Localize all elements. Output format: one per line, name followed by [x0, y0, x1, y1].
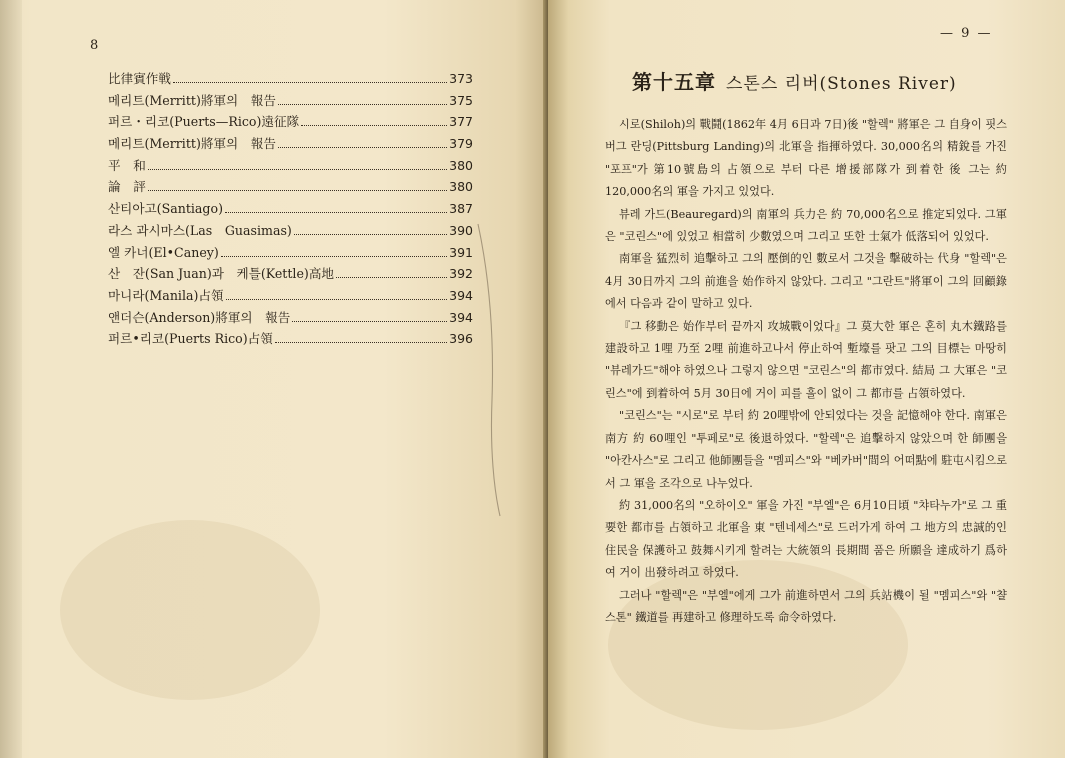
toc-entry-title: 퍼르・리코(Puerts—Rico)遠征隊 — [108, 114, 300, 130]
toc-entry — [108, 328, 473, 350]
body-paragraph: 約 31,000名의 "오하이오" 軍을 가진 "부엘"은 6月10日頃 "챠타누가"로 그 重要한 都市를 占領하고 北軍을 東 "텐네세스"로 드러가게 하여 그 地方의 忠誠的인 住民을 保護하고 鼓舞시키게 할려는 大統領의 長期間 품은 所願을 達成하기 爲하여 거이 出發하려고 하였다. — [605, 498, 1007, 580]
toc-entry-title: 산 잔(San Juan)과 케틀(Kettle)高地 — [108, 266, 335, 282]
toc-entry-page: 380 — [449, 157, 473, 173]
chapter-body — [605, 114, 1007, 629]
toc-entry — [108, 307, 473, 329]
toc-entry-page: 394 — [449, 309, 473, 325]
toc-entry-title: 메리트(Merritt)將軍의 報告 — [108, 92, 276, 108]
toc-entry-title: 라스 과시마스(Las Guasimas) — [108, 222, 292, 238]
page-edge — [0, 0, 22, 758]
body-paragraph: "코린스"는 "시로"로 부터 約 20哩밖에 안되었다는 것을 記憶해야 한다. 南軍은 南方 約 60哩인 "투페로"로 後退하였다. "할렉"은 追擊하지 않았으며 한 師團을 "아칸사스"로 그리고 他師團들을 "멤피스"와 "베카버"間의 어떠點에 駐屯시킴으로서 그 軍을 조각으로 나누었다. — [605, 409, 1007, 490]
chapter-heading — [632, 66, 957, 95]
toc-entry-title: 平 和 — [108, 157, 146, 173]
toc-entry — [108, 242, 473, 264]
toc-entry-page: 394 — [449, 287, 473, 303]
body-paragraph: 시로(Shiloh)의 戰鬪(1862年 4月 6日과 7日)後 "할렉" 將軍은 그 自身이 핏스버그 란딩(Pittsburg Landing)의 北軍을 指揮하였다. 30,000名의 精銳를 가진 "포프"가 第10號島의 占領으로 부터 다른 增援部隊가 到着한 後 그는 約 120,000名의 軍을 가지고 있었다. — [605, 118, 1007, 199]
toc-entry — [108, 263, 473, 285]
toc-entry-page: 392 — [449, 266, 473, 282]
toc-entry-page: 373 — [449, 71, 473, 86]
toc-leader-dots — [336, 277, 447, 278]
page-number-left: 8 — [90, 38, 99, 53]
chapter-title: 第十五章 — [632, 70, 716, 94]
toc-leader-dots — [226, 299, 448, 300]
body-paragraph: 『그 移動은 始作부터 끝까지 攻城戰이었다』그 莫大한 軍은 혼히 丸木鐵路를 建設하고 1哩 乃至 2哩 前進하고나서 停止하여 塹壕를 팟고 그의 目標는 마땅히 "뷰레가드"해야 하였으나 그렇지 않으면 "코린스"의 都市였다. 結局 그 大軍은 "코린스"에 到着하여 5月 30日에 거이 피를 흘이 없이 그 都市를 占領하였다. — [605, 319, 1007, 400]
toc-entry — [108, 155, 473, 177]
toc-leader-dots — [148, 169, 447, 170]
toc-leader-dots — [294, 234, 447, 235]
toc-entry-title: 메리트(Merritt)將軍의 報告 — [108, 136, 276, 152]
toc-entry — [108, 220, 473, 242]
paper-stain — [60, 520, 320, 700]
toc-leader-dots — [173, 82, 447, 83]
toc-leader-dots — [275, 342, 447, 343]
toc-entry-page: 396 — [449, 331, 473, 347]
toc-entry-title: 산티아고(Santiago) — [108, 201, 223, 217]
toc-leader-dots — [221, 256, 447, 257]
toc-entry — [108, 176, 473, 198]
toc-entry-title: 퍼르•리코(Puerts Rico)占領 — [108, 331, 273, 347]
toc-entry-title: 앤더슨(Anderson)將軍의 報告 — [108, 309, 291, 325]
toc-entry-page: 380 — [449, 179, 473, 195]
toc-leader-dots — [148, 190, 447, 191]
toc-entry-page: 375 — [449, 92, 473, 108]
pencil-mark — [474, 220, 504, 520]
toc-entry-title: 마니라(Manila)占領 — [108, 287, 224, 303]
toc-entry-title: 比律賓作戦 — [108, 71, 171, 86]
toc-leader-dots — [301, 125, 447, 126]
toc-entry-page: 391 — [449, 244, 473, 260]
body-paragraph: 南軍을 猛烈히 追擊하고 그의 壓倒的인 數로서 그것을 擊破하는 代身 "할렉"은 4月 30日까지 그의 前進을 始作하지 않았다. 그리고 "그란트"將軍이 그의 回顧錄에서 다음과 같이 말하고 있다. — [605, 252, 1007, 311]
toc-leader-dots — [278, 147, 447, 148]
toc-entry — [108, 133, 473, 155]
body-paragraph: 뷰레 가드(Beauregard)의 南軍의 兵力은 約 70,000名으로 推定되었다. 그軍은 "코린스"에 있었고 相當히 少數였으며 그리고 또한 士氣가 低落되어 있었다. — [605, 207, 1007, 244]
toc-entry-page: 377 — [449, 114, 473, 130]
toc-entry-page: 379 — [449, 136, 473, 152]
chapter-subtitle: 스톤스 리버(Stones River) — [726, 74, 957, 94]
toc-entry-page: 390 — [449, 222, 473, 238]
toc-leader-dots — [278, 104, 447, 105]
table-of-contents — [108, 68, 473, 350]
toc-entry — [108, 198, 473, 220]
toc-leader-dots — [225, 212, 447, 213]
toc-leader-dots — [292, 321, 447, 322]
page-number-right: — 9 — — [940, 26, 993, 41]
toc-entry-page: 387 — [449, 201, 473, 217]
toc-entry — [108, 111, 473, 133]
toc-entry — [108, 285, 473, 307]
toc-entry — [108, 90, 473, 112]
body-paragraph: 그러나 "할렉"은 "부엘"에게 그가 前進하면서 그의 兵站機이 될 "멤피스"와 "챨스톤" 鐵道를 再建하고 修理하도록 命令하였다. — [605, 588, 1007, 624]
toc-entry-title: 論 評 — [108, 179, 146, 195]
toc-entry — [108, 68, 473, 90]
toc-entry-title: 엘 카너(El•Caney) — [108, 244, 219, 260]
